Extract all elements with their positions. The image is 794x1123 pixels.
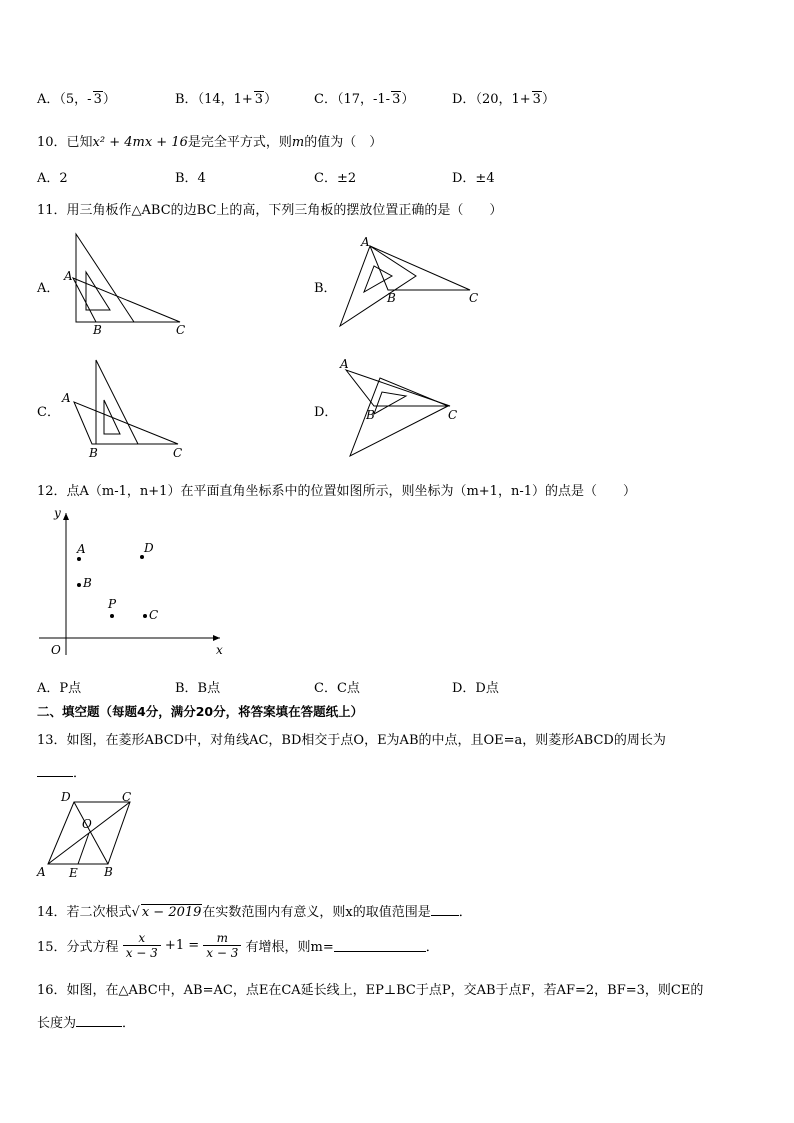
point-p-label: P	[108, 597, 117, 611]
figure-a-abc-triangle	[73, 278, 180, 322]
figure-b-big-triangle	[340, 246, 416, 326]
q10-option-d: D．±4	[452, 171, 495, 186]
figure-d-label-b: B	[366, 408, 375, 422]
figure-d-big-triangle	[350, 378, 448, 456]
q9-option-a: A．（5，- 3）	[37, 92, 116, 107]
figure-b-abc-triangle	[370, 246, 470, 290]
point-b	[77, 583, 81, 587]
q16-line-2: 长度为 ．	[37, 1016, 136, 1031]
q13-blank[interactable]	[37, 764, 73, 777]
figure-b-label-b: B	[387, 291, 396, 305]
q10-stem: 10．已知x² + 4mx + 16是完全平方式，则m的值为（ ）	[37, 135, 383, 150]
q10-option-b: B．4	[175, 171, 206, 186]
figure-d-label-a: A	[340, 357, 349, 371]
q11-option-d-label: D．	[314, 405, 338, 420]
q13-stem: 13．如图，在菱形ABCD中，对角线AC，BD相交于点O，E为AB的中点，且OE=a，则菱形ABCD的周长为	[37, 733, 666, 748]
q9-option-c: C．（17，-1- 3）	[314, 92, 415, 107]
q11-figure-d	[330, 352, 490, 462]
q15-blank[interactable]	[334, 939, 426, 952]
rhombus-label-e: E	[69, 866, 78, 880]
q11-figure-b	[330, 232, 490, 332]
q9-option-b: B．（14，1+ 3）	[175, 92, 278, 107]
q12-option-c: C．C点	[314, 681, 360, 696]
point-c	[143, 614, 147, 618]
figure-c-big-triangle	[96, 360, 138, 444]
point-a-label: A	[77, 542, 86, 556]
figure-b-label-c: C	[469, 291, 479, 305]
point-d-label: D	[144, 541, 154, 555]
figure-a-label-b: B	[93, 323, 102, 337]
q10-expression: x² + 4mx + 16	[92, 135, 188, 150]
q16-line-1: 16．如图，在△ABC中，AB=AC，点E在CA延长线上，EP⊥BC于点P，交AB于点F，若AF=2，BF=3，则CE的	[37, 983, 704, 998]
figure-a-inner-triangle	[86, 272, 110, 310]
q15-fraction-1: $\frac{x}{x - 3}$	[123, 931, 161, 960]
q11-figure-a	[60, 230, 200, 340]
figure-d-inner-triangle	[374, 392, 406, 414]
q12-option-b: B．B点	[175, 681, 221, 696]
q11-figure-c	[60, 356, 200, 466]
figure-a-big-triangle	[76, 234, 134, 322]
q16-blank[interactable]	[76, 1014, 122, 1027]
q14-stem: 14．若二次根式√ x − 2019在实数范围内有意义，则x的取值范围是 ．	[37, 905, 472, 920]
rhombus-label-d: D	[61, 790, 71, 804]
q12-option-a: A．P点	[37, 681, 82, 696]
point-b-label: B	[83, 576, 92, 590]
q14-radicand: x − 2019	[141, 905, 202, 920]
section-2-heading: 二、填空题（每题4分，满分20分，将答案填在答题纸上）	[37, 704, 364, 719]
point-p	[110, 614, 114, 618]
q12-option-d: D．D点	[452, 681, 499, 696]
q12-coordinate-figure	[35, 505, 235, 665]
q10-option-c: C．±2	[314, 171, 357, 186]
figure-a-label-a: A	[64, 269, 73, 283]
q11-option-a-label: A．	[37, 281, 60, 296]
figure-b-inner-triangle	[364, 266, 392, 292]
figure-d-label-c: C	[448, 408, 458, 422]
point-c-label: C	[149, 608, 159, 622]
figure-c-label-c: C	[173, 446, 183, 460]
q11-stem: 11．用三角板作△ABC的边BC上的高，下列三角板的摆放位置正确的是（ ）	[37, 203, 503, 218]
q15-fraction-2: $\frac{m}{x - 3}$	[203, 931, 241, 960]
q11-option-c-label: C．	[37, 405, 60, 420]
figure-c-label-a: A	[62, 391, 71, 405]
diagonal-bd	[74, 802, 108, 864]
x-axis-label: x	[216, 643, 223, 657]
rhombus-label-a: A	[37, 865, 46, 879]
rhombus-label-c: C	[122, 790, 132, 804]
q12-stem: 12．点A（m-1，n+1）在平面直角坐标系中的位置如图所示，则坐标为（m+1，n-1）的点是（ ）	[37, 484, 636, 499]
figure-c-abc-triangle	[74, 402, 178, 444]
q13-rhombus-figure	[34, 786, 144, 880]
figure-b-label-a: A	[361, 235, 370, 249]
q13-answer-line: ．	[37, 762, 86, 781]
point-a	[77, 557, 81, 561]
figure-a-label-c: C	[176, 323, 186, 337]
q15-stem: 15．分式方程 $\frac{x}{x - 3}$ +1 = $\frac{m}{x - 3}$ 有增根，则m= ．	[37, 931, 439, 960]
q14-blank[interactable]	[431, 903, 459, 916]
origin-label: O	[51, 643, 61, 657]
figure-c-label-b: B	[89, 446, 98, 460]
q10-option-a: A．2	[37, 171, 68, 186]
q11-option-b-label: B．	[314, 281, 337, 296]
rhombus-label-b: B	[104, 865, 113, 879]
rhombus-label-o: O	[82, 817, 92, 831]
y-axis-label: y	[54, 506, 61, 520]
q9-option-d: D．（20，1+ 3）	[452, 92, 555, 107]
point-d	[140, 555, 144, 559]
